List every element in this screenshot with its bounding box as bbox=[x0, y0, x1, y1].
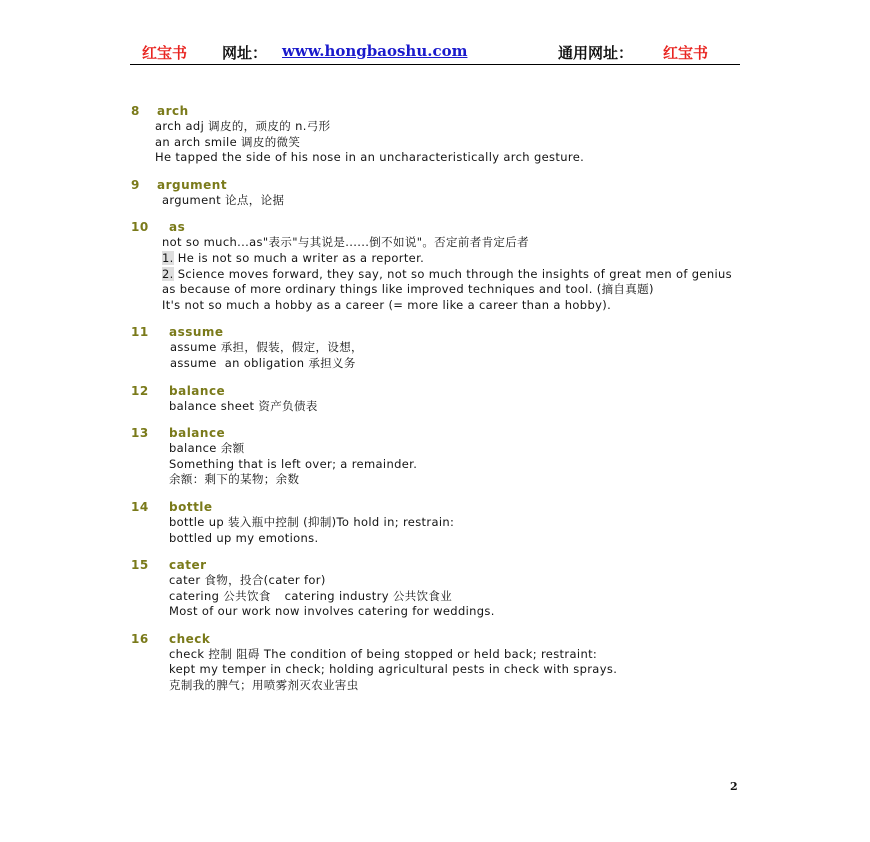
entry-word: cater bbox=[169, 558, 207, 573]
entry-line: check 控制 阻碍 The condition of being stopped or held back; restraint: bbox=[169, 646, 598, 661]
entry-heading bbox=[131, 383, 751, 399]
entry-heading bbox=[131, 499, 751, 515]
entry-line: argument 论点，论据 bbox=[162, 192, 285, 207]
entry-line: 1. He is not so much a writer as a reporter. bbox=[162, 250, 425, 265]
url-label: 网址： bbox=[222, 44, 268, 62]
entry-heading bbox=[131, 219, 751, 235]
entry-number: 8 bbox=[131, 104, 140, 118]
entry-number: 16 bbox=[131, 631, 149, 646]
brand-left: 红宝书 bbox=[142, 44, 188, 62]
entry-heading bbox=[131, 103, 751, 119]
entry-line: not so much...as"表示"与其说是......倒不如说"。否定前者肯定后者 bbox=[162, 235, 529, 250]
entry-number: 11 bbox=[131, 325, 149, 340]
entry-line: bottle up 装入瓶中控制 (抑制)To hold in; restrain: bbox=[169, 514, 455, 529]
entry-word: balance bbox=[169, 426, 226, 441]
entry-argument bbox=[131, 177, 751, 209]
entry-assume bbox=[131, 324, 751, 371]
entry-cater bbox=[131, 557, 751, 620]
entry-number: 12 bbox=[131, 383, 149, 398]
entry-heading bbox=[131, 631, 751, 647]
entry-line: He tapped the side of his nose in an uncharacteristically arch gesture. bbox=[155, 150, 585, 165]
entry-line: cater 食物，投合(cater for) bbox=[169, 573, 326, 588]
entry-number: 13 bbox=[131, 426, 149, 441]
entry-heading bbox=[131, 425, 751, 441]
entry-number: 15 bbox=[131, 558, 149, 573]
entry-word: balance bbox=[169, 383, 226, 398]
entry-heading bbox=[131, 324, 751, 340]
website-link[interactable]: www.hongbaoshu.com bbox=[282, 42, 468, 60]
entry-line: 余额：剩下的某物；余数 bbox=[169, 472, 300, 487]
entry-line: arch adj 调皮的，顽皮的 n.弓形 bbox=[155, 119, 331, 133]
list-marker: 1. bbox=[162, 250, 174, 265]
entry-heading bbox=[131, 557, 751, 573]
entry-number: 9 bbox=[131, 177, 140, 192]
entry-line: It's not so much a hobby as a career (= more like a career than a hobby). bbox=[162, 297, 612, 312]
brand-right: 红宝书 bbox=[663, 44, 709, 62]
entry-line: bottled up my emotions. bbox=[169, 530, 319, 545]
entry-line: an arch smile 调皮的微笑 bbox=[155, 134, 301, 149]
entry-arch bbox=[131, 103, 751, 166]
entry-line: 2. Science moves forward, they say, not so much through the insights of great men of genius as because of more ordinary things like improved techniques and tool. (摘自真题) bbox=[162, 266, 733, 297]
entry-word: bottle bbox=[169, 499, 213, 514]
entry-line: 克制我的脾气；用喷雾剂灭农业害虫 bbox=[169, 678, 359, 693]
entry-check bbox=[131, 631, 751, 694]
entry-line: catering 公共饮食 catering industry 公共饮食业 bbox=[169, 588, 453, 603]
entry-line: Something that is left over; a remainder. bbox=[169, 456, 418, 471]
entry-word: as bbox=[169, 220, 186, 235]
entry-line: kept my temper in check; holding agricultural pests in check with sprays. bbox=[169, 662, 618, 677]
general-url-label: 通用网址： bbox=[558, 44, 634, 62]
entry-line: balance 余额 bbox=[169, 441, 245, 456]
entry-line: assume an obligation 承担义务 bbox=[170, 355, 356, 370]
entry-line: assume 承担，假装，假定，设想， bbox=[170, 340, 363, 355]
vocabulary-list bbox=[131, 103, 751, 705]
entry-bottle bbox=[131, 499, 751, 546]
entry-word: assume bbox=[169, 325, 224, 340]
entry-word: argument bbox=[157, 177, 228, 192]
entry-number: 10 bbox=[131, 220, 149, 235]
entry-balance bbox=[131, 425, 751, 488]
list-marker: 2. bbox=[162, 266, 174, 281]
entry-line: balance sheet 资产负债表 bbox=[169, 398, 318, 413]
entry-heading bbox=[131, 177, 751, 193]
entry-line: Most of our work now involves catering for weddings. bbox=[169, 604, 495, 619]
entry-word: check bbox=[169, 631, 211, 646]
entry-word: arch bbox=[157, 104, 189, 118]
entry-balance-sheet bbox=[131, 383, 751, 415]
entry-as bbox=[131, 219, 751, 313]
entry-number: 14 bbox=[131, 499, 149, 514]
page-header bbox=[130, 40, 740, 65]
page-number: 2 bbox=[730, 780, 738, 793]
